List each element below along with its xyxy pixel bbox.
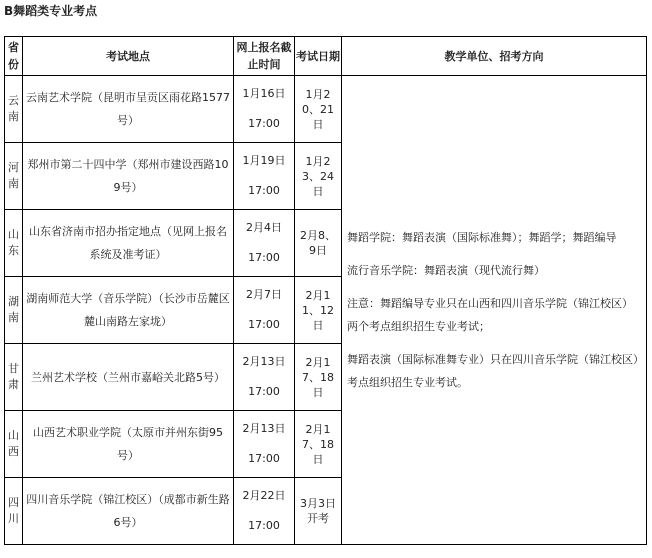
exam-date-cell: 2月17、18日 [295,344,342,411]
info-paragraph-ballroom: 舞蹈表演（国际标准舞专业）只在四川音乐学院（锦江校区）考点组织招生专业考试。 [347,353,639,389]
location-cell: 山东省济南市招办指定地点（见网上报名系统及准考证） [23,210,234,277]
deadline-time: 17:00 [248,385,280,398]
info-paragraph-note: 注意：舞蹈编导专业只在山西和四川音乐学院（锦江校区）两个考点组织招生专业考试； [347,297,633,333]
deadline-cell [234,277,295,344]
table-row [5,76,647,143]
deadline-time: 17:00 [248,251,280,264]
deadline-time: 17:00 [248,184,280,197]
deadline-time: 17:00 [248,519,280,532]
province-cell: 云南 [5,76,23,143]
header-exam-date: 考试日期 [295,37,342,76]
location-cell: 郑州市第二十四中学（郑州市建设西路109号） [23,143,234,210]
deadline-date: 2月22日 [242,489,286,502]
deadline-date: 2月4日 [246,221,282,234]
exam-date-cell: 2月11、12日 [295,277,342,344]
deadline-date: 1月16日 [242,87,286,100]
deadline-date: 2月13日 [242,422,286,435]
location-cell: 兰州艺术学校（兰州市嘉峪关北路5号） [23,344,234,411]
deadline-cell [234,411,295,478]
exam-date-cell: 1月20、21日 [295,76,342,143]
exam-date-cell: 1月23、24日 [295,143,342,210]
info-cell [342,76,647,545]
deadline-time: 17:00 [248,117,280,130]
header-deadline: 网上报名截止时间 [234,37,295,76]
deadline-date: 2月7日 [246,288,282,301]
deadline-cell [234,478,295,545]
location-cell: 云南艺术学院（昆明市呈贡区雨花路1577号） [23,76,234,143]
province-cell: 河南 [5,143,23,210]
deadline-cell [234,344,295,411]
section-title: B舞蹈类专业考点 [4,4,98,18]
deadline-date: 2月13日 [242,355,286,368]
table-header-row [5,37,647,76]
location-cell: 四川音乐学院（锦江校区）（成都市新生路6号） [23,478,234,545]
exam-date-cell: 3月3日开考 [295,478,342,545]
province-cell: 四川 [5,478,23,545]
deadline-time: 17:00 [248,452,280,465]
info-paragraph-pop-music: 流行音乐学院：舞蹈表演（现代流行舞） [347,264,545,277]
province-cell: 山东 [5,210,23,277]
exam-date-cell: 2月17、18日 [295,411,342,478]
header-info: 教学单位、招考方向 [342,37,647,76]
header-location: 考试地点 [23,37,234,76]
header-province: 省份 [5,37,23,76]
province-cell: 湖南 [5,277,23,344]
info-paragraph-programs: 舞蹈学院：舞蹈表演（国际标准舞）；舞蹈学；舞蹈编导 [347,231,617,244]
deadline-date: 1月19日 [242,154,286,167]
location-cell: 山西艺术职业学院（太原市并州东街95号） [23,411,234,478]
deadline-cell [234,210,295,277]
deadline-cell [234,76,295,143]
location-cell: 湖南师范大学（音乐学院）（长沙市岳麓区麓山南路左家垅） [23,277,234,344]
exam-date-cell: 2月8、9日 [295,210,342,277]
province-cell: 甘肃 [5,344,23,411]
exam-sites-table [4,36,647,545]
deadline-cell [234,143,295,210]
deadline-time: 17:00 [248,318,280,331]
province-cell: 山西 [5,411,23,478]
